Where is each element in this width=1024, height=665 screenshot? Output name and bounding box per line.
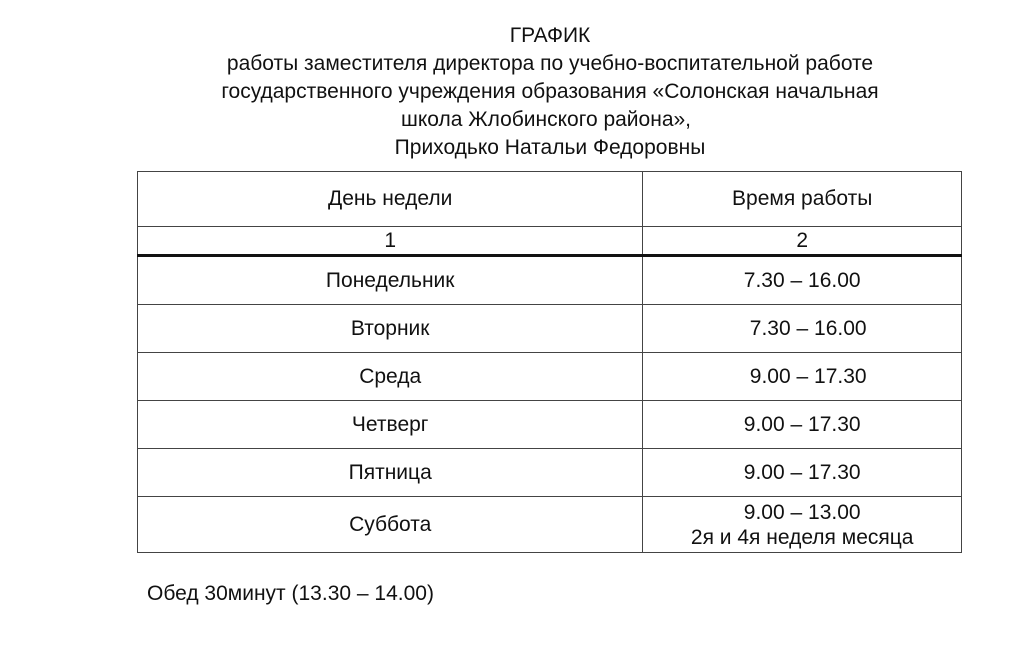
day-cell: Среда [138,353,643,401]
table-row [138,256,962,305]
column-header-day: День недели [138,172,643,227]
table-row [138,497,962,553]
time-cell [643,497,962,553]
table-row [138,305,962,353]
day-cell: Четверг [138,401,643,449]
table-row [138,449,962,497]
day-cell: Суббота [138,497,643,553]
schedule-table [137,171,962,553]
time-cell [643,401,962,449]
time-value: 7.30 – 16.00 [743,268,861,292]
header-line-1: работы заместителя директора по учебно-воспитательной работе [226,52,874,75]
time-value: 9.00 – 17.30 [743,460,861,484]
header-line-4: Приходько Натальи Федоровны [394,136,706,159]
lunch-note: Обед 30минут (13.30 – 14.00) [147,582,434,605]
time-value: 7.30 – 16.00 [749,316,867,340]
time-cell [643,353,962,401]
column-number-2: 2 [643,227,962,256]
column-number-1: 1 [138,227,643,256]
header-line-3: школа Жлобинского района», [400,108,692,131]
header-line-2: государственного учреждения образования «Солонская начальная [221,80,879,103]
day-cell: Понедельник [138,256,643,305]
time-cell [643,256,962,305]
time-value: 9.00 – 13.00 [743,500,861,524]
time-value: 9.00 – 17.30 [743,412,861,436]
table-row [138,401,962,449]
time-value: 9.00 – 17.30 [749,364,867,388]
table-header-row [138,172,962,227]
column-header-time: Время работы [643,172,962,227]
document-header [0,22,1024,162]
time-cell [643,449,962,497]
time-cell [643,305,962,353]
day-cell: Вторник [138,305,643,353]
document-title: ГРАФИК [509,24,591,47]
table-row [138,353,962,401]
time-note: 2я и 4я неделя месяца [690,525,914,549]
day-cell: Пятница [138,449,643,497]
column-number-row [138,227,962,256]
